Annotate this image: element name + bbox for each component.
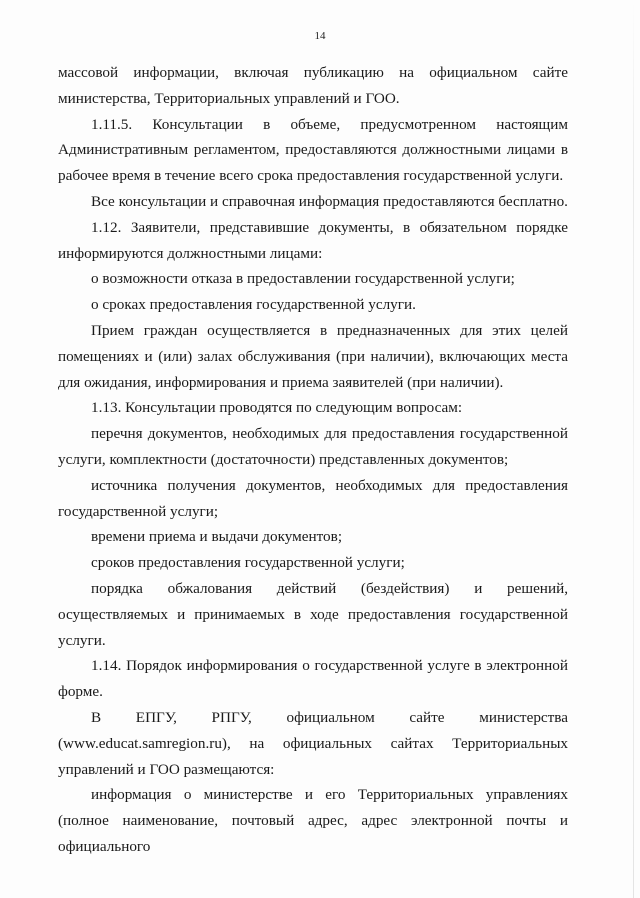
paragraph: 1.11.5. Консультации в объеме, предусмотренном настоящим Административным регламентом, предоставляются должностными лицами в рабочее время в течение всего срока предоставления государственной услуги. <box>58 115 568 185</box>
paragraph: Прием граждан осуществляется в предназначенных для этих целей помещениях и (или) залах обслуживания (при наличии), включающих места для ожидания, информирования и приема заявителей (при наличии). <box>58 321 568 391</box>
paragraph: 1.14. Порядок информирования о государственной услуге в электронной форме. <box>58 657 568 701</box>
scan-edge-shadow <box>633 0 634 898</box>
paragraph: массовой информации, включая публикацию на официальном сайте министерства, Территориальных управлений и ГОО. <box>58 64 568 107</box>
paragraph: информация о министерстве и его Территориальных управлениях (полное наименование, почтовый адрес, адрес электронной почты и официального <box>58 786 568 855</box>
paragraph: 1.13. Консультации проводятся по следующим вопросам: <box>91 399 463 417</box>
list-item: порядка обжалования действий (бездействия) и решений, осуществляемых и принимаемых в ходе предоставления государственной услуги. <box>58 579 568 649</box>
list-item: перечня документов, необходимых для предоставления государственной услуги, комплектности (достаточности) представленных документов; <box>58 425 568 468</box>
list-item: о возможности отказа в предоставлении государственной услуги; <box>91 270 515 288</box>
page-number: 14 <box>314 30 326 42</box>
paragraph: Все консультации и справочная информация предоставляются бесплатно. <box>91 192 568 210</box>
paragraph: В ЕПГУ, РПГУ, официальном сайте министерства (www.educat.samregion.ru), на официальных сайтах Территориальных управлений и ГОО размещаются: <box>58 708 568 778</box>
document-body <box>58 60 568 860</box>
list-item: сроков предоставления государственной услуги; <box>91 554 405 572</box>
list-item: источника получения документов, необходимых для предоставления государственной услуги; <box>58 476 568 520</box>
list-item: о сроках предоставления государственной услуги. <box>91 296 416 314</box>
list-item: времени приема и выдачи документов; <box>91 528 343 546</box>
paragraph: 1.12. Заявители, представившие документы, в обязательном порядке информируются должностными лицами: <box>58 218 568 262</box>
